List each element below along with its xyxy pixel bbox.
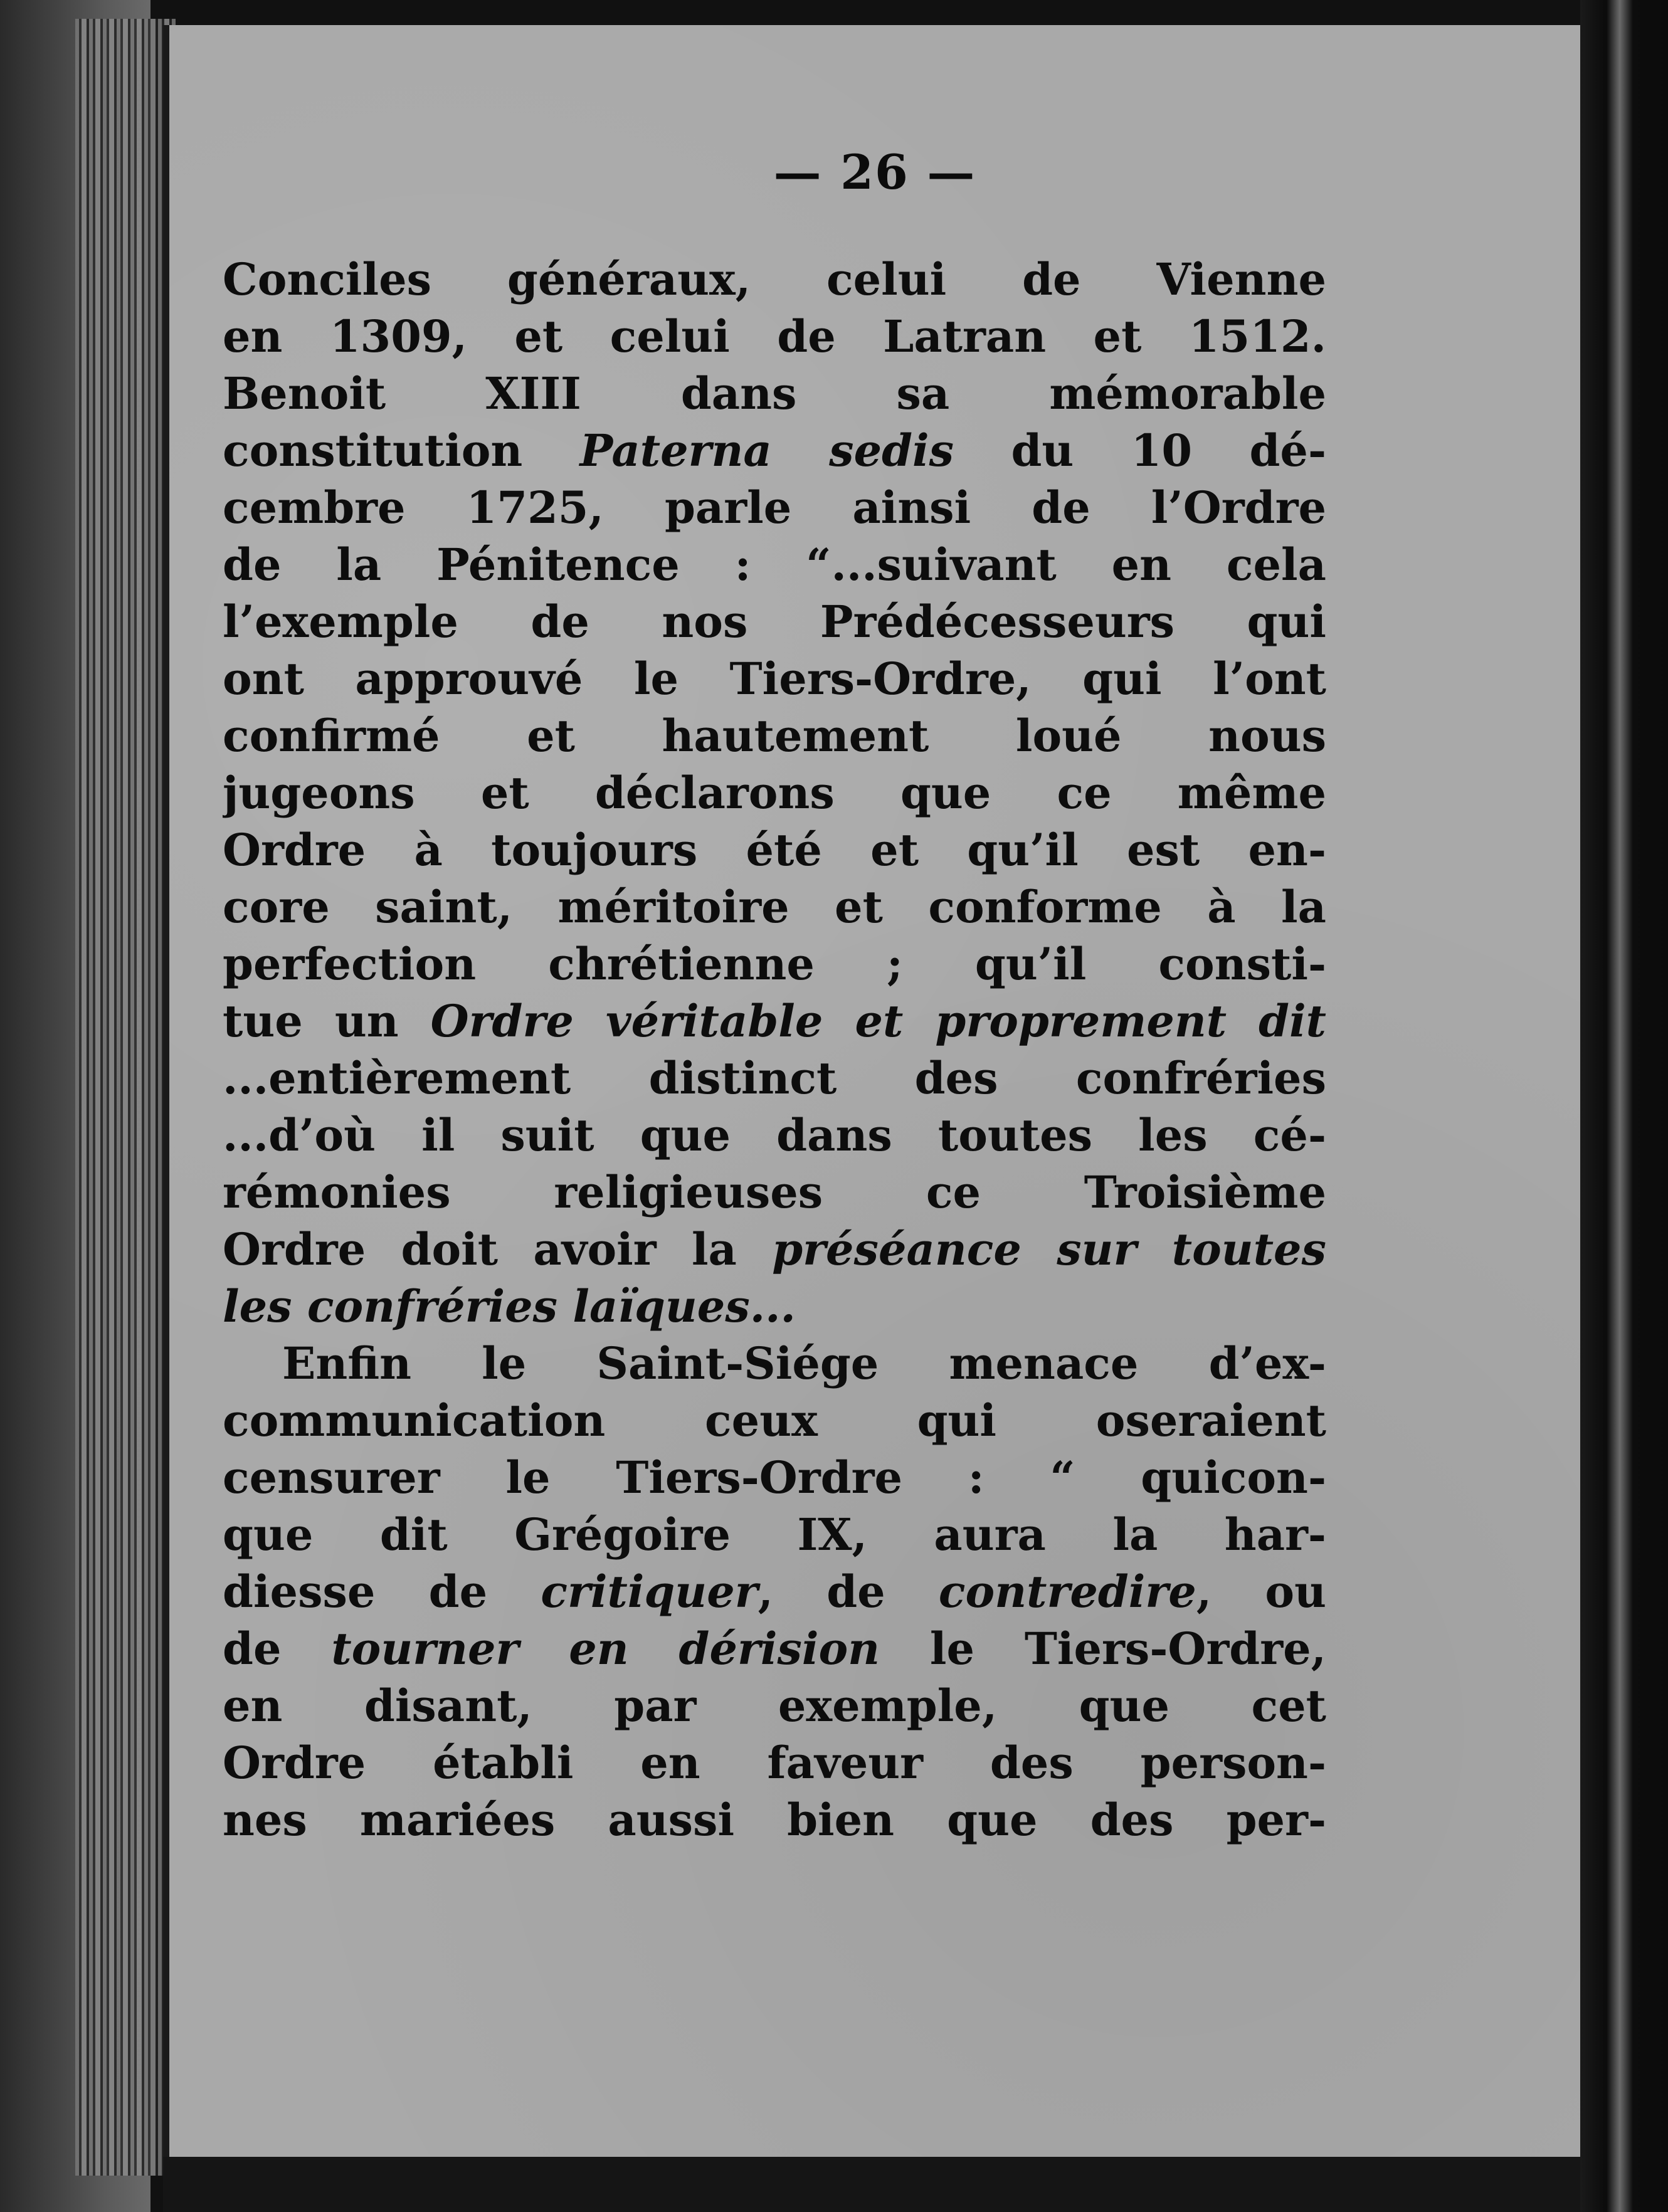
text-line <box>223 1563 1326 1620</box>
text-line <box>223 764 1326 821</box>
text-line <box>223 1506 1326 1563</box>
text-run: , de <box>757 1566 939 1618</box>
text-run: , ou <box>1196 1566 1326 1618</box>
text-run: du 10 dé- <box>954 424 1326 477</box>
text-line <box>223 993 1326 1050</box>
bottom-edge <box>163 2157 1580 2212</box>
text-run: en 1309, et celui de Latran et 1512. <box>223 310 1326 362</box>
text-run: core saint, méritoire et conforme à la <box>223 881 1326 933</box>
text-run: communication ceux qui oseraient <box>223 1394 1326 1446</box>
text-line <box>223 935 1326 993</box>
text-run: Benoit XIII dans sa mémorable <box>223 367 1326 419</box>
italic-text: préséance sur toutes <box>772 1223 1326 1275</box>
text-run: diesse de <box>223 1566 541 1618</box>
text-run: Conciles généraux, celui de Vienne <box>223 253 1326 305</box>
text-line <box>223 1221 1326 1278</box>
text-line <box>223 1107 1326 1164</box>
text-run: nes mariées aussi bien que des per- <box>223 1794 1326 1846</box>
text-line <box>223 1791 1326 1848</box>
text-run: ...entièrement distinct des confréries <box>223 1052 1326 1104</box>
text-line <box>223 1449 1326 1506</box>
text-run: Enfin le Saint-Siége menace d’ex- <box>282 1337 1326 1389</box>
text-run: censurer le Tiers-Ordre : “ quicon- <box>223 1451 1326 1504</box>
text-line <box>223 650 1326 707</box>
text-run: ont approuvé le Tiers-Ordre, qui l’ont <box>223 653 1326 705</box>
text-run: jugeons et déclarons que ce même <box>223 767 1326 819</box>
text-line <box>223 1677 1326 1734</box>
text-run: de <box>223 1623 332 1675</box>
text-line <box>223 365 1326 422</box>
text-line <box>223 1164 1326 1221</box>
italic-text: les confréries laïques... <box>223 1280 796 1332</box>
text-line <box>223 1335 1326 1392</box>
text-line <box>223 821 1326 878</box>
text-line <box>223 251 1326 308</box>
text-run: cembre 1725, parle ainsi de l’Ordre <box>223 482 1326 534</box>
page-number: — 26 — <box>773 144 976 200</box>
text-line <box>223 593 1326 650</box>
text-run: tue un <box>223 995 431 1047</box>
text-run: perfection chrétienne ; qu’il consti- <box>223 938 1326 990</box>
text-run: rémonies religieuses ce Troisième <box>223 1166 1326 1218</box>
text-line <box>223 1620 1326 1677</box>
italic-text: Paterna sedis <box>579 424 954 477</box>
right-margin-shadow <box>1580 0 1668 2212</box>
text-run: ...d’où il suit que dans toutes les cé- <box>223 1109 1326 1161</box>
text-run: l’exemple de nos Prédécesseurs qui <box>223 596 1326 648</box>
text-run: en disant, par exemple, que cet <box>223 1680 1326 1732</box>
text-run: de la Pénitence : “...suivant en cela <box>223 539 1326 591</box>
text-run: le Tiers-Ordre, <box>880 1623 1326 1675</box>
text-line <box>223 536 1326 593</box>
text-line <box>223 308 1326 365</box>
text-run: Ordre établi en faveur des person- <box>223 1737 1326 1789</box>
body-text <box>223 251 1326 1848</box>
italic-text: critiquer <box>541 1566 758 1618</box>
text-line <box>223 1392 1326 1449</box>
text-line <box>223 1734 1326 1791</box>
text-line <box>223 422 1326 479</box>
text-run: Ordre à toujours été et qu’il est en- <box>223 824 1326 876</box>
stacked-page-edges <box>75 19 176 2176</box>
text-line <box>223 479 1326 536</box>
text-line <box>223 878 1326 935</box>
italic-text: Ordre véritable et proprement dit <box>430 995 1326 1047</box>
text-run: confirmé et hautement loué nous <box>223 710 1326 762</box>
italic-text: contredire <box>938 1566 1196 1618</box>
text-line <box>223 1278 1326 1335</box>
italic-text: tourner en dérision <box>331 1623 880 1675</box>
text-line <box>223 707 1326 764</box>
text-run: que dit Grégoire IX, aura la har- <box>223 1509 1326 1561</box>
text-line <box>223 1050 1326 1107</box>
text-run: constitution <box>223 424 580 477</box>
text-run: Ordre doit avoir la <box>223 1223 773 1275</box>
